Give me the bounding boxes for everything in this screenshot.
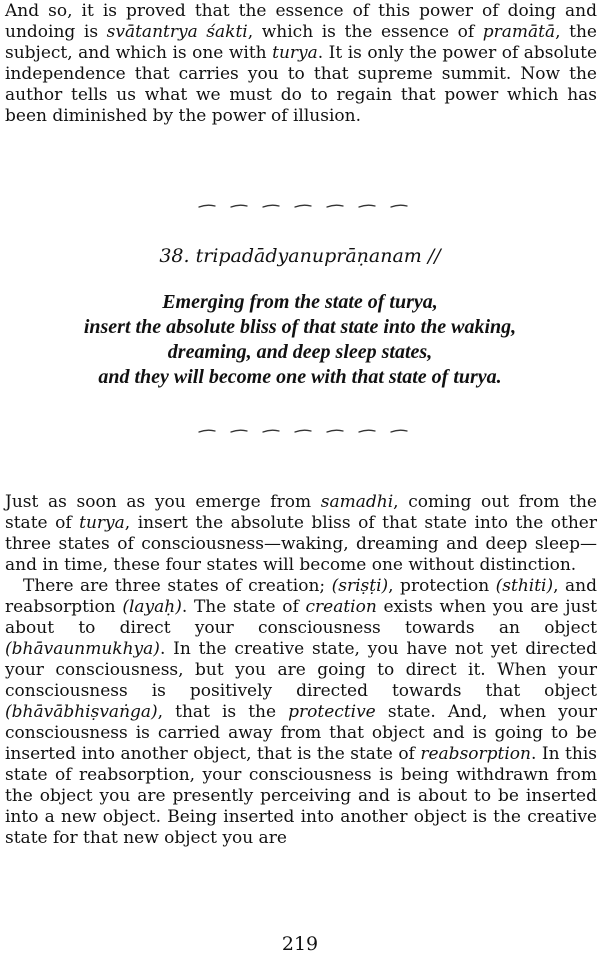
page-number: 219 xyxy=(281,933,319,955)
sutra-heading: 38. tripadādyanuprāṇanam // xyxy=(159,245,441,267)
body-paragraph-1: Just as soon as you emerge from samadhi, coming out from the state of turya, insert the absolute bliss of that state into the other three states of consciousness—waking, dreaming and deep sleep—and in time, these four states will become one without distinction. xyxy=(5,492,597,575)
translation-line: and they will become one with that state of turya. xyxy=(98,366,502,388)
sutra-translation xyxy=(0,290,600,390)
translation-line: dreaming, and deep sleep states, xyxy=(167,341,433,363)
translation-line: insert the absolute bliss of that state into the waking, xyxy=(83,316,517,338)
translation-line: Emerging from the state of turya, xyxy=(162,291,438,313)
intro-paragraph: And so, it is proved that the essence of this power of doing and undoing is svātantrya śakti, which is the essence of pramātā, the subject, and which is one with turya. It is only the power of absolute independence that carries you to that supreme summit. Now the author tells us what we must do to regain that power which has been diminished by the power of illusion. xyxy=(5,1,598,126)
dash-ornament-bottom xyxy=(195,425,415,437)
dash-ornament-top xyxy=(195,200,415,212)
body-paragraph-2: There are three states of creation; (sriṣṭi), protection (sthiti), and reabsorption (layaḥ). The state of creation exists when you are just about to direct your consciousness towards an object (bhāvaunmukhya). In the creative state, you have not yet directed your consciousness, but you are going to direct it. When your consciousness is positively directed towards that object (bhāvābhiṣvaṅga), that is the protective state. And, when your consciousness is carried away from that object and is going to be inserted into another object, that is the state of reabsorption. In this state of reabsorption, your consciousness is being withdrawn from the object you are presently perceiving and is about to be inserted into a new object. Being inserted into another object is the creative state for that new object you are xyxy=(5,576,598,848)
